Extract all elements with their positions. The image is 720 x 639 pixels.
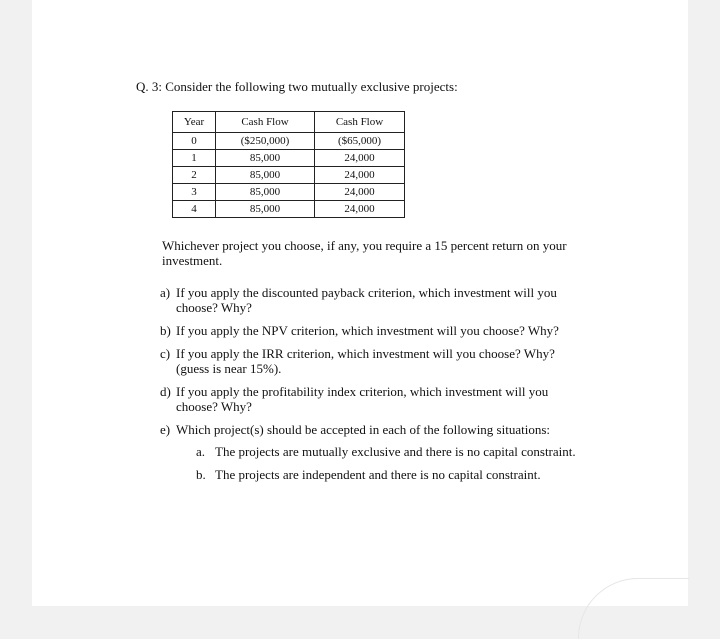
table-row [173, 167, 405, 184]
table-row [173, 201, 405, 218]
subquestion-label: b. [196, 467, 206, 482]
question-text: If you apply the NPV criterion, which investment will you choose? Why? [176, 323, 559, 338]
cash-flow-b-cell: ($65,000) [315, 133, 405, 150]
intro-paragraph: Whichever project you choose, if any, you require a 15 percent return on your investment. [162, 238, 567, 268]
cash-flow-b-cell: 24,000 [315, 184, 405, 201]
cash-flow-a-cell: 85,000 [216, 184, 315, 201]
year-cell: 4 [173, 201, 216, 218]
cash-flow-b-cell: 24,000 [315, 167, 405, 184]
table-row [173, 184, 405, 201]
header-year: Year [173, 112, 216, 133]
year-cell: 3 [173, 184, 216, 201]
cash-flow-a-cell: 85,000 [216, 201, 315, 218]
question-label: c) [160, 346, 171, 361]
subquestion-item-a [196, 444, 616, 459]
year-cell: 1 [173, 150, 216, 167]
header-cash-flow-2: Cash Flow [315, 112, 405, 133]
cash-flow-b-cell: 24,000 [315, 150, 405, 167]
question-text: If you apply the profitability index criterion, which investment will you choose? Why? [176, 384, 549, 414]
subquestion-item-b [196, 467, 616, 482]
cash-flow-a-cell: ($250,000) [216, 133, 315, 150]
subquestion-text: The projects are independent and there is no capital constraint. [215, 467, 541, 482]
question-label: e) [160, 422, 171, 437]
question-label: a) [160, 285, 171, 300]
question-heading: Q. 3: Consider the following two mutually exclusive projects: [136, 79, 458, 94]
question-item-e [160, 422, 580, 437]
table-row [173, 133, 405, 150]
subquestion-label: a. [196, 444, 206, 459]
question-text: Which project(s) should be accepted in each of the following situations: [176, 422, 550, 437]
question-label: d) [160, 384, 171, 399]
question-item-b [160, 323, 580, 338]
cash-flow-a-cell: 85,000 [216, 150, 315, 167]
year-cell: 0 [173, 133, 216, 150]
year-cell: 2 [173, 167, 216, 184]
question-item-a [160, 285, 580, 315]
table-row [173, 150, 405, 167]
question-item-c [160, 346, 580, 376]
table-header-row [173, 112, 405, 133]
subquestion-text: The projects are mutually exclusive and there is no capital constraint. [215, 444, 576, 459]
question-item-d [160, 384, 580, 414]
cash-flow-a-cell: 85,000 [216, 167, 315, 184]
question-text: If you apply the discounted payback criterion, which investment will you choose? Why? [176, 285, 557, 315]
question-label: b) [160, 323, 171, 338]
cash-flow-table [172, 111, 405, 218]
cash-flow-b-cell: 24,000 [315, 201, 405, 218]
question-text: If you apply the IRR criterion, which investment will you choose? Why? (guess is near 15%). [176, 346, 555, 376]
header-cash-flow-1: Cash Flow [216, 112, 315, 133]
